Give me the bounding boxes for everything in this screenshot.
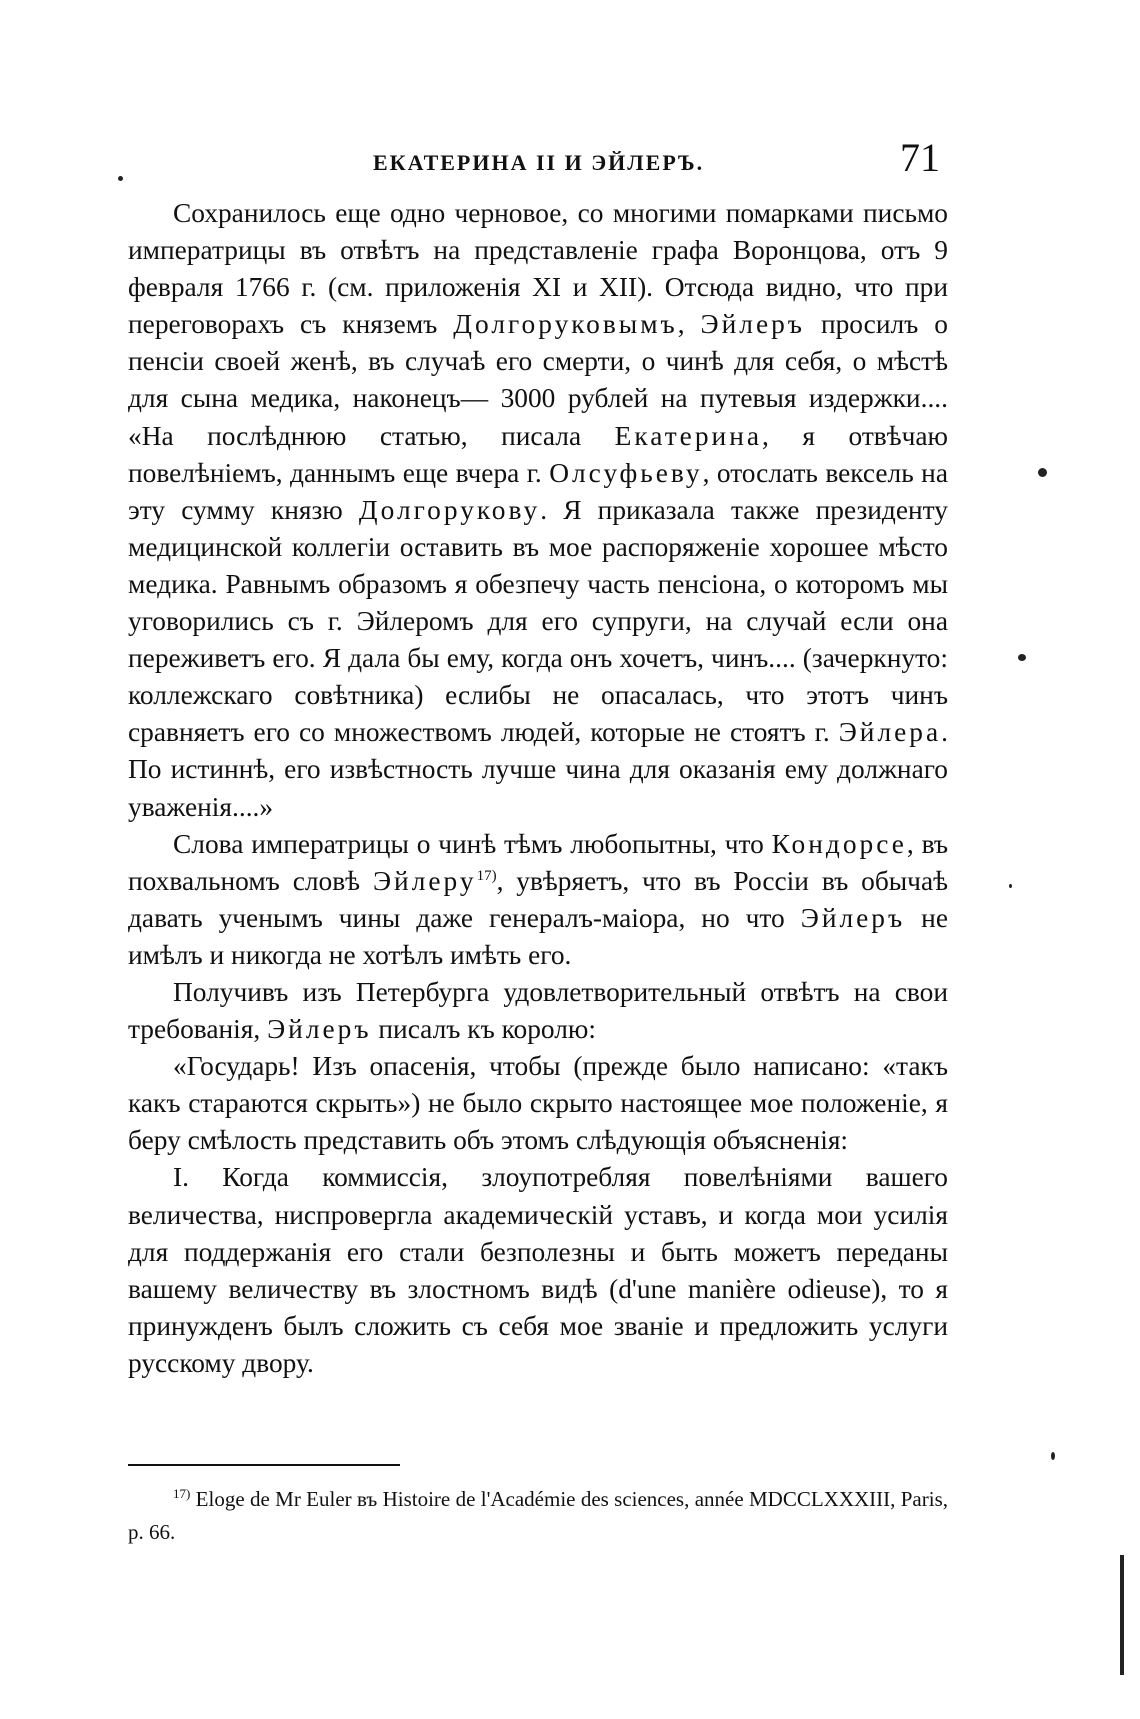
emphasized-name: Долгоруковымъ (453, 309, 678, 340)
emphasized-name: Эйлеръ (800, 902, 906, 933)
paragraph-1: Сохранилось еще одно черновое, со многими помарками письмо императрицы въ отвѣтъ на представленіе графа Воронцова, отъ 9 февраля 1766 г. (см. приложенія XI и XII). Отсюда видно, что при переговорахъ съ княземъ Долгоруковымъ, Эйлеръ просилъ о пенсіи своей женѣ, въ случаѣ его смерти, о чинѣ для себя, о мѣстѣ для сына медика, наконецъ— 3000 рублей на путевыя издержки.... «На послѣднюю статью, писала Екатерина, я отвѣчаю повелѣніемъ, даннымъ еще вчера г. Олсуфьеву, отослать вексель на эту сумму князю Долгорукову. Я приказала также президенту медицинской коллегіи оставить въ мое распоряженіе хорошее мѣсто медика. Равнымъ образомъ я обезпечу часть пенсіона, о которомъ мы уговорились съ г. Эйлеромъ для его супруги, на случай если она переживетъ его. Я дала бы ему, когда онъ хочетъ, чинъ.... (зачеркнуто: коллежскаго совѣтника) еслибы не опасалась, что этотъ чинъ сравняетъ его со множествомъ людей, которые не стоятъ г. Эйлера. По истиннѣ, его извѣстность лучше чина для оказанія ему должнаго уваженія....» (128, 198, 948, 822)
footnote-rule (128, 1464, 400, 1466)
footnote (128, 1483, 948, 1549)
emphasized-name: Эйлеру (372, 865, 477, 896)
scan-speck (1051, 1452, 1055, 1460)
paragraph-2: Слова императрицы о чинѣ тѣмъ любопытны, что Кондорсе, въ похвальномъ словѣ Эйлеру$^{17)}$, увѣряетъ, что въ Россіи въ обычаѣ давать ученымъ чины даже генералъ-маіора, но что Эйлеръ не имѣлъ и никогда не хотѣлъ имѣть его. (128, 828, 948, 970)
page-header (128, 135, 948, 190)
footnote-text: Eloge de Mr Euler въ Histoire de l'Académie des sciences, année MDCCLXXXIII, Paris, p. 66. (128, 1487, 948, 1544)
scan-speck (118, 176, 123, 181)
scan-speck (1009, 884, 1012, 888)
emphasized-name: Долгорукову (358, 494, 541, 525)
emphasized-name: Эйлера (838, 717, 942, 748)
scan-speck (1038, 468, 1047, 477)
footnote-reference: 17) (476, 867, 497, 884)
emphasized-name: Екатерина (614, 420, 763, 451)
emphasized-name: Эйлеръ (267, 1014, 372, 1045)
emphasized-name: Кондорсе (771, 828, 907, 859)
page-number: 71 (900, 135, 940, 180)
scan-speck (1018, 654, 1026, 661)
running-title: ЕКАТЕРИНА II И ЭЙЛЕРЪ. (373, 150, 705, 175)
paragraph-4: «Государь! Изъ опасенія, чтобы (прежде было написано: «такъ какъ стараются скрыть») не было скрыто настоящее мое положеніе, я беру смѣлость представить объ этомъ слѣдующія объясненія: (128, 1051, 948, 1156)
paragraph-3: Получивъ изъ Петербурга удовлетворительный отвѣтъ на свои требованія, Эйлеръ писалъ къ королю: (128, 976, 948, 1045)
footnote-marker: 17) (173, 1486, 191, 1501)
scan-edge-mark (1120, 1555, 1124, 1675)
emphasized-name: Олсуфьеву (549, 457, 703, 488)
body-text (128, 195, 948, 1382)
paragraph-5: I. Когда коммиссія, злоупотребляя повелѣніями вашего величества, ниспровергла академическій уставъ, и когда мои усилія для поддержанія его стали безполезны и быть можетъ переданы вашему величеству въ злостномъ видѣ (d'une manière odieuse), то я принужденъ былъ сложить съ себя мое званіе и предложить услуги русскому двору. (128, 1162, 948, 1378)
emphasized-name: Эйлеръ (700, 309, 805, 340)
